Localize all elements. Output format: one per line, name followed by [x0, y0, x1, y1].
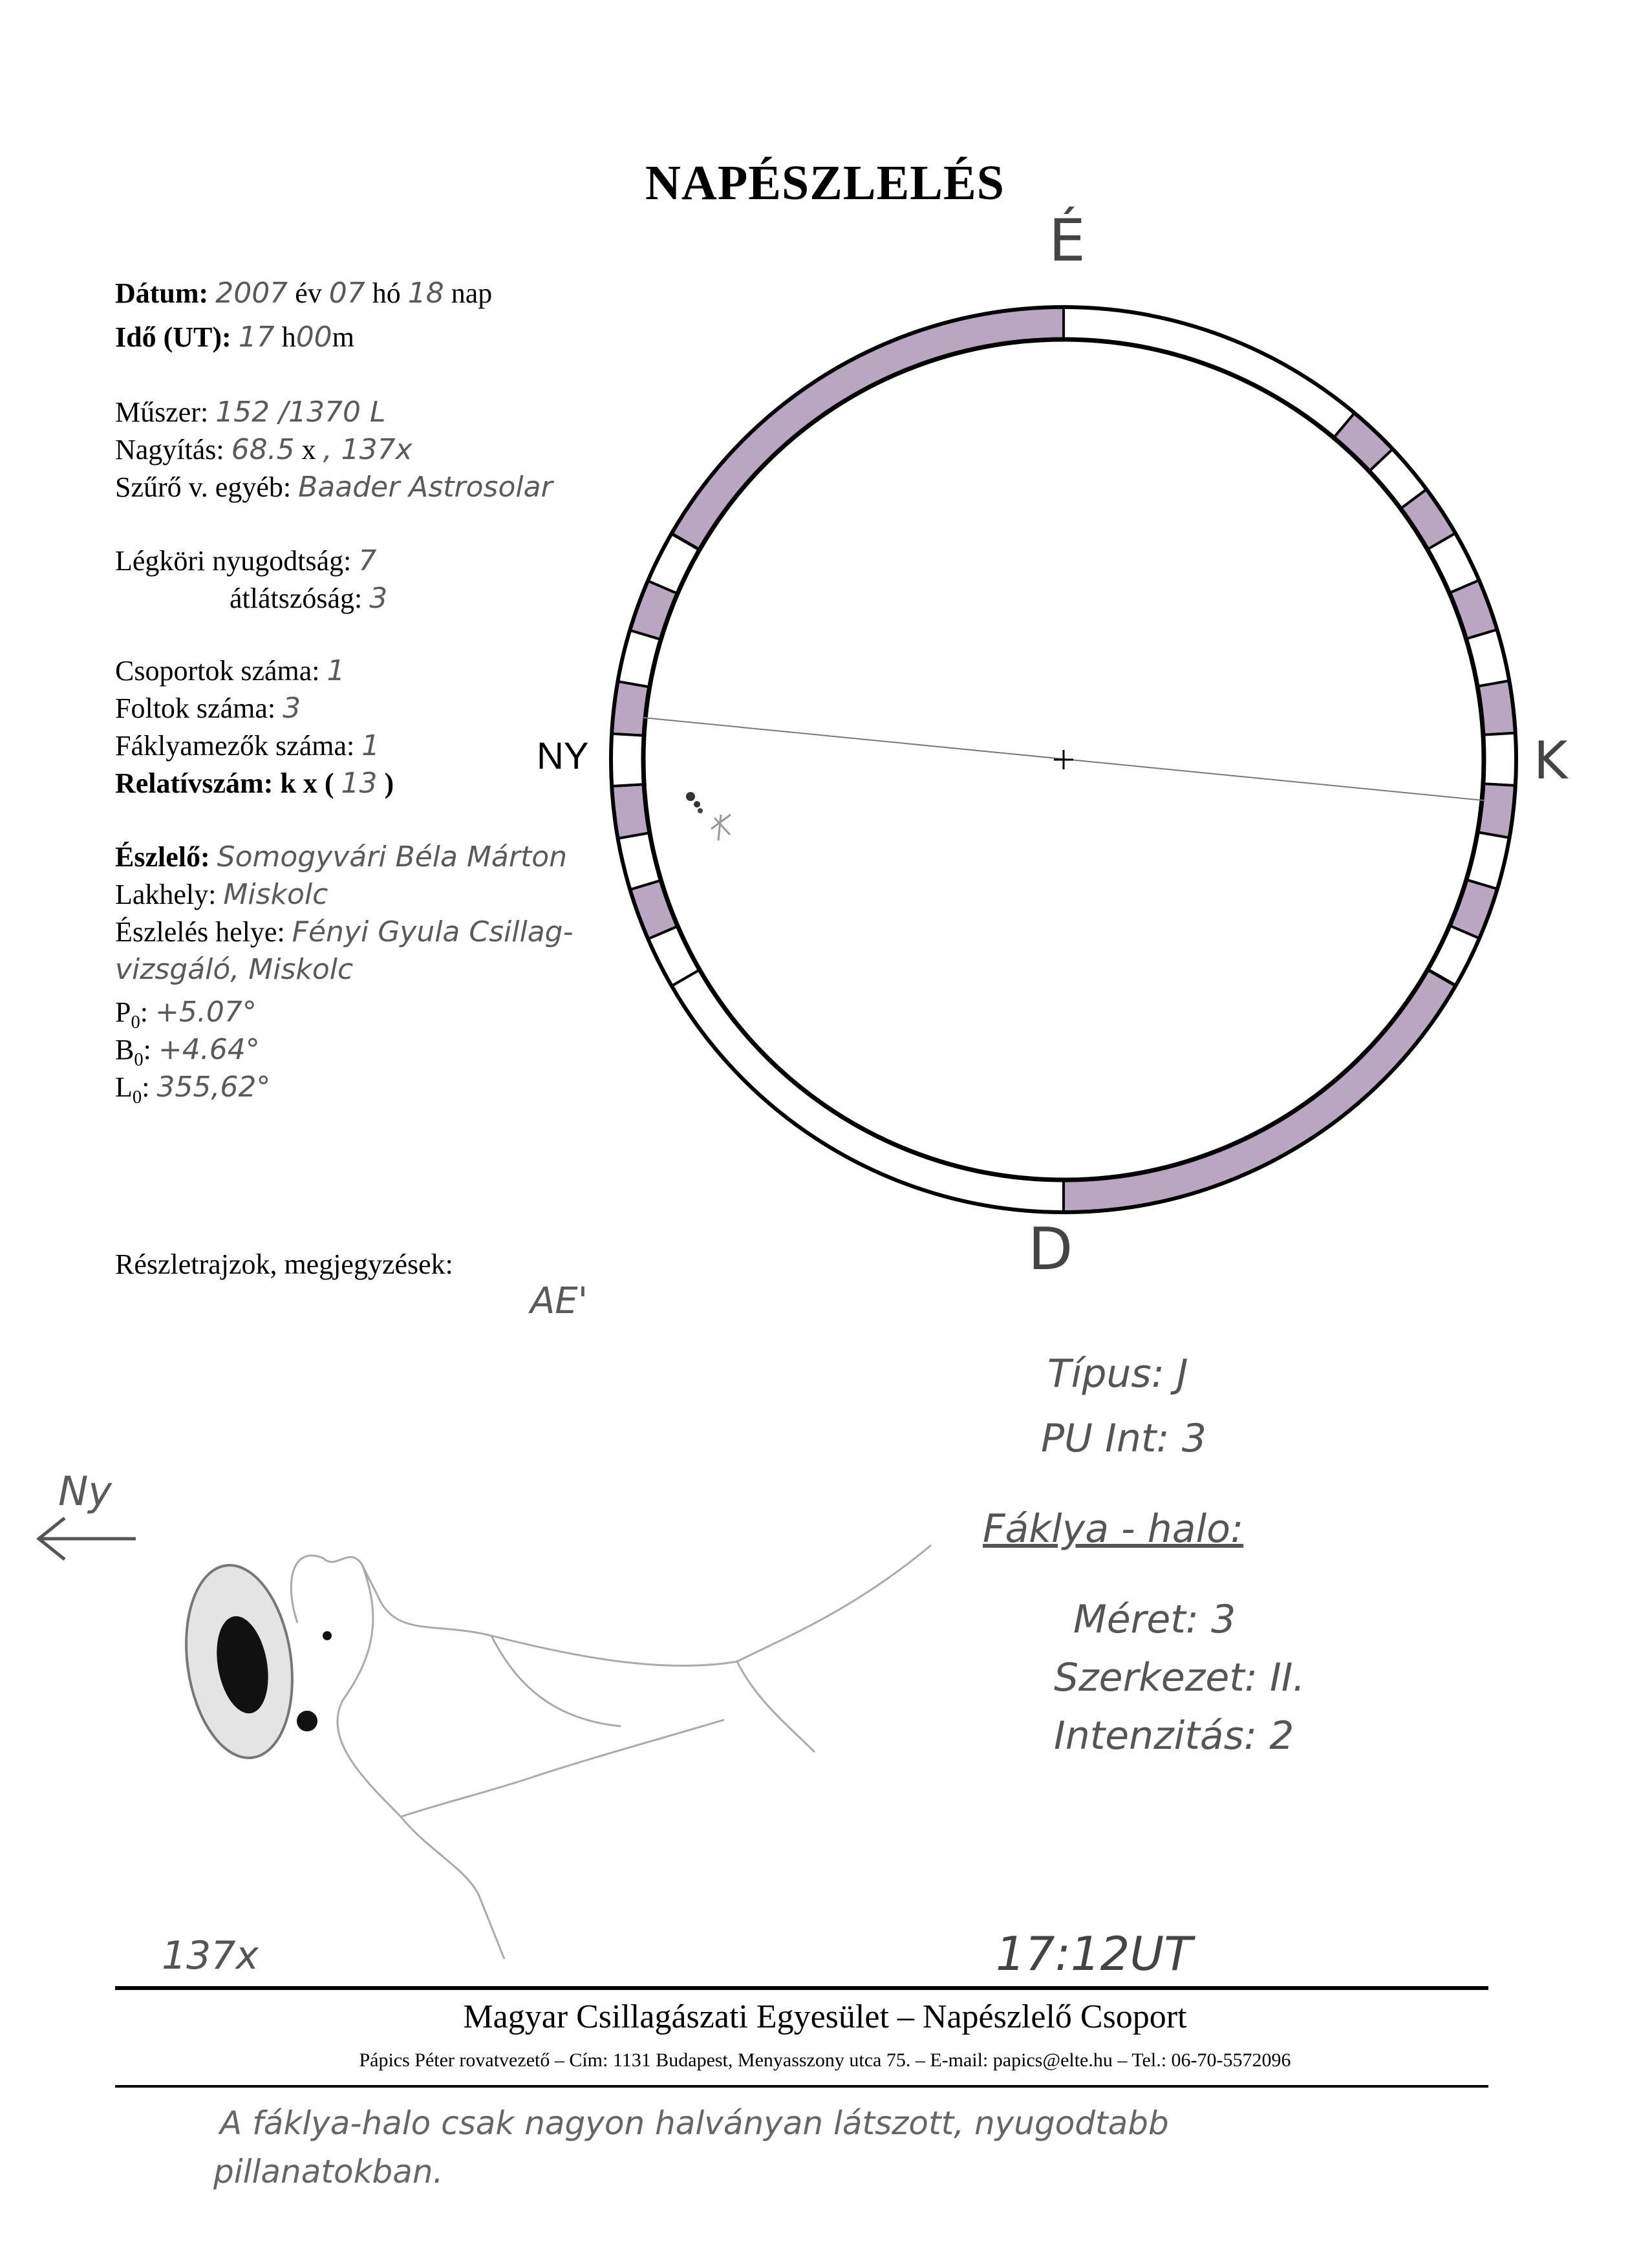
sketch-time: 17:12UT — [996, 1927, 1193, 1981]
l0-row: $L_0$: 355,62° — [115, 1071, 271, 1107]
faculae-label: Fáklyamezők száma: — [115, 730, 355, 762]
p0-sub: 0 — [131, 1012, 140, 1032]
site-value-1: Fényi Gyula Csillag- — [292, 915, 573, 948]
intensity-note: Intenzitás: 2 — [1054, 1713, 1294, 1759]
faculae-row — [115, 729, 380, 762]
sunspot-2 — [694, 801, 700, 808]
size-note: Méret: 3 — [1073, 1597, 1236, 1642]
groups-label: Csoportok száma: — [115, 655, 320, 687]
residence-label: Lakhely: — [115, 879, 217, 910]
west-arrow-icon — [26, 1513, 142, 1565]
site-value-2: vizsgáló, Miskolc — [115, 953, 354, 986]
relative-number-close: ) — [384, 767, 394, 799]
page-title: NAPÉSZLELÉS — [645, 156, 1005, 210]
residence-value: Miskolc — [223, 878, 328, 911]
filter-row — [115, 471, 553, 504]
ae-note: AE' — [530, 1280, 588, 1322]
time-minute: 00 — [295, 321, 332, 354]
filter-value: Baader Astrosolar — [298, 471, 553, 504]
month-unit: hó — [372, 277, 401, 309]
relative-number-row — [115, 767, 394, 800]
seeing-row — [115, 544, 376, 577]
structure-note: Szerkezet: II. — [1054, 1655, 1305, 1700]
faculae-sketch — [711, 815, 731, 840]
instrument-row — [115, 396, 385, 429]
date-year: 2007 — [215, 277, 288, 310]
b0-row: $B_0$: +4.64° — [115, 1033, 260, 1070]
footer-contact: Pápics Péter rovatvezető – Cím: 1131 Budapest, Menyasszony utca 75. – E-mail: papics@elte.hu – Tel.: 06-70-5572096 — [359, 2049, 1291, 2071]
type-note: Típus: J — [1047, 1351, 1188, 1396]
groups-row — [115, 654, 345, 687]
faculae-value: 1 — [361, 729, 380, 762]
observer-value: Somogyvári Béla Márton — [217, 840, 568, 873]
date-label: Dátum: — [115, 277, 209, 309]
ring-tick-west — [611, 734, 644, 786]
footer-bottom-rule — [115, 2085, 1488, 2088]
site-row — [115, 915, 573, 948]
time-label: Idő (UT): — [115, 321, 231, 353]
magnification-x: x — [301, 434, 316, 465]
transparency-row — [230, 582, 387, 615]
hour-unit: h — [281, 321, 296, 353]
date-row — [115, 277, 492, 310]
magnification-value-2: , 137x — [323, 433, 412, 466]
residence-row — [115, 878, 328, 911]
compass-north: É — [1049, 207, 1086, 275]
instrument-value: 152 /1370 L — [215, 396, 386, 429]
bottom-note-line-2: pillanatokban. — [213, 2153, 444, 2190]
sunspot-detail-sketch — [168, 1506, 1009, 1972]
b0-value: +4.64° — [158, 1033, 260, 1066]
observer-row — [115, 840, 567, 873]
year-unit: év — [295, 277, 322, 309]
ring-tick-east — [1483, 733, 1516, 786]
date-month: 07 — [328, 277, 365, 310]
instrument-label: Műszer: — [115, 396, 209, 428]
pu-int-note: PU Int: 3 — [1041, 1416, 1206, 1461]
magnification-value-1: 68.5 — [231, 433, 295, 466]
transparency-label: átlátszóság: — [230, 583, 363, 614]
spots-row — [115, 692, 301, 725]
bottom-note-line-1: A fáklya-halo csak nagyon halványan látszott, nyugodtabb — [220, 2104, 1169, 2142]
details-label: Részletrajzok, megjegyzések: — [115, 1248, 453, 1280]
l0-value: 355,62° — [156, 1071, 271, 1104]
relative-number-label: Relatívszám: k x ( — [115, 767, 334, 799]
seeing-value: 7 — [358, 544, 377, 577]
compass-south: D — [1028, 1215, 1073, 1283]
l0-label: L — [115, 1071, 133, 1103]
magnification-row — [115, 433, 412, 466]
minute-unit: m — [332, 321, 354, 353]
faculae-halo-note: Fáklya - halo: — [983, 1506, 1244, 1552]
date-day: 18 — [407, 277, 444, 310]
spots-label: Foltok száma: — [115, 692, 276, 724]
sunspot-3 — [698, 808, 703, 813]
p0-label: P — [115, 996, 131, 1028]
seeing-label: Légköri nyugodtság: — [115, 545, 352, 577]
footer-organization: Magyar Csillagászati Egyesület – Napészlelő Csoport — [463, 1998, 1187, 2035]
observer-label: Észlelő: — [115, 841, 210, 873]
solar-disk-diagram — [582, 278, 1539, 1287]
p0-value: +5.07° — [155, 996, 257, 1029]
filter-label: Szűrő v. egyéb: — [115, 471, 292, 503]
site-label: Észlelés helye: — [115, 916, 285, 948]
groups-value: 1 — [327, 654, 345, 687]
b0-label: B — [115, 1034, 134, 1065]
sketch-magnification: 137x — [162, 1933, 259, 1978]
west-arrow-label: Ny — [58, 1468, 112, 1515]
b0-sub: 0 — [134, 1049, 144, 1070]
compass-west: NY — [537, 735, 589, 777]
footer-top-rule — [115, 1986, 1488, 1990]
magnification-label: Nagyítás: — [115, 434, 224, 465]
p0-row: $P_0$: +5.07° — [115, 996, 257, 1032]
time-hour: 17 — [238, 321, 275, 354]
relative-number-value: 13 — [341, 767, 378, 800]
time-row — [115, 321, 354, 354]
day-unit: nap — [451, 277, 493, 309]
l0-sub: 0 — [132, 1087, 142, 1107]
transparency-value: 3 — [369, 582, 388, 615]
spots-value: 3 — [283, 692, 301, 725]
compass-east: K — [1534, 731, 1568, 791]
sunspot-1 — [686, 792, 695, 801]
